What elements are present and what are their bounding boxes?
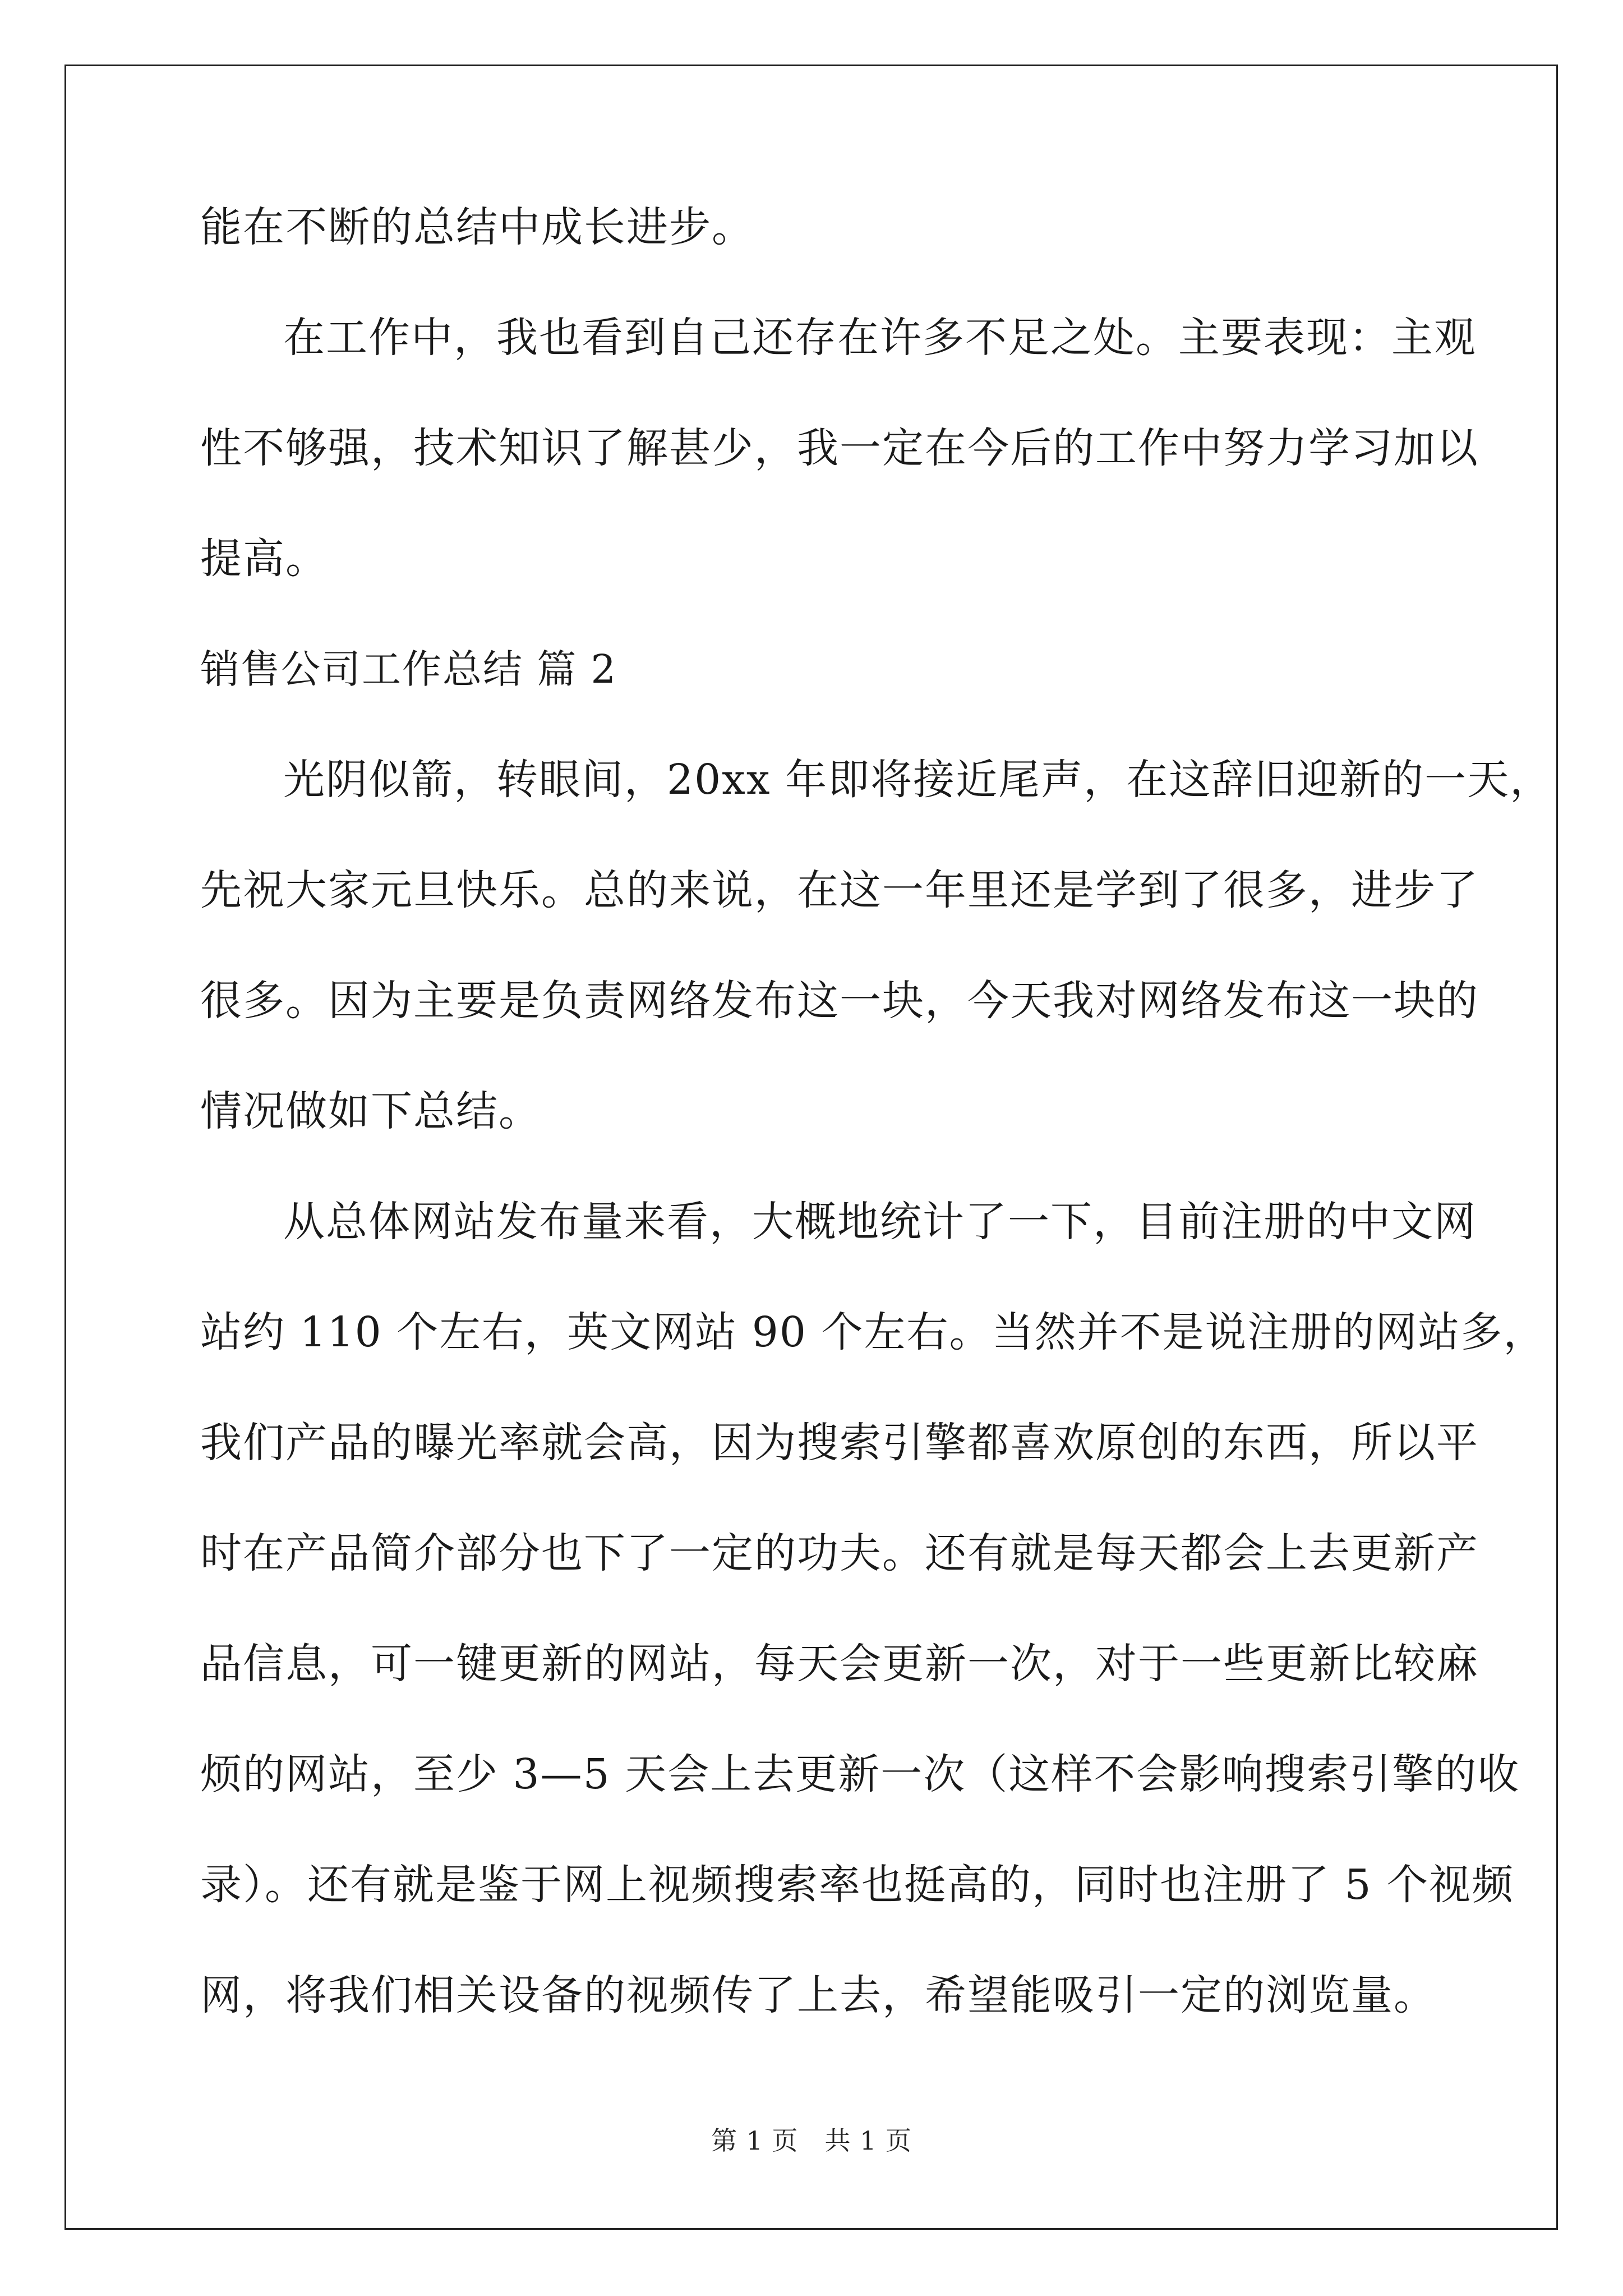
paragraph-line: 品信息，可一键更新的网站，每天会更新一次，对于一些更新比较麻 (200, 1640, 1479, 1688)
paragraph-line: 网，将我们相关设备的视频传了上去，希望能吸引一定的浏览量。 (200, 1971, 1436, 2019)
paragraph-line: 先祝大家元旦快乐。总的来说，在这一年里还是学到了很多，进步了 (200, 866, 1479, 914)
paragraph-line: 光阴似箭，转眼间，20xx 年即将接近尾声，在这辞旧迎新的一天， (283, 756, 1553, 804)
paragraph-line: 情况做如下总结。 (200, 1087, 541, 1135)
paragraph-line: 站约 110 个左右，英文网站 90 个左右。当然并不是说注册的网站多， (200, 1308, 1546, 1356)
paragraph-line: 能在不断的总结中成长进步。 (200, 203, 754, 251)
paragraph-line: 烦的网站，至少 3—5 天会上去更新一次（这样不会影响搜索引擎的收 (200, 1750, 1520, 1798)
page-number-footer: 第 1 页 共 1 页 (711, 2125, 912, 2156)
paragraph-line: 提高。 (200, 535, 328, 583)
paragraph-line: 从总体网站发布量来看，大概地统计了一下，目前注册的中文网 (283, 1198, 1477, 1246)
paragraph-line: 录）。还有就是鉴于网上视频搜索率也挺高的，同时也注册了 5 个视频 (200, 1861, 1515, 1909)
paragraph-line: 我们产品的曝光率就会高，因为搜索引擎都喜欢原创的东西，所以平 (200, 1419, 1479, 1467)
paragraph-line: 时在产品简介部分也下了一定的功夫。还有就是每天都会上去更新产 (200, 1529, 1479, 1577)
paragraph-line: 性不够强，技术知识了解甚少，我一定在今后的工作中努力学习加以 (200, 424, 1479, 472)
document-body (200, 202, 1553, 2081)
paragraph-line: 很多。因为主要是负责网络发布这一块，今天我对网络发布这一块的 (200, 977, 1479, 1025)
section-heading: 销售公司工作总结 篇 2 (200, 646, 617, 692)
paragraph-line: 在工作中，我也看到自己还存在许多不足之处。主要表现：主观 (283, 314, 1477, 362)
